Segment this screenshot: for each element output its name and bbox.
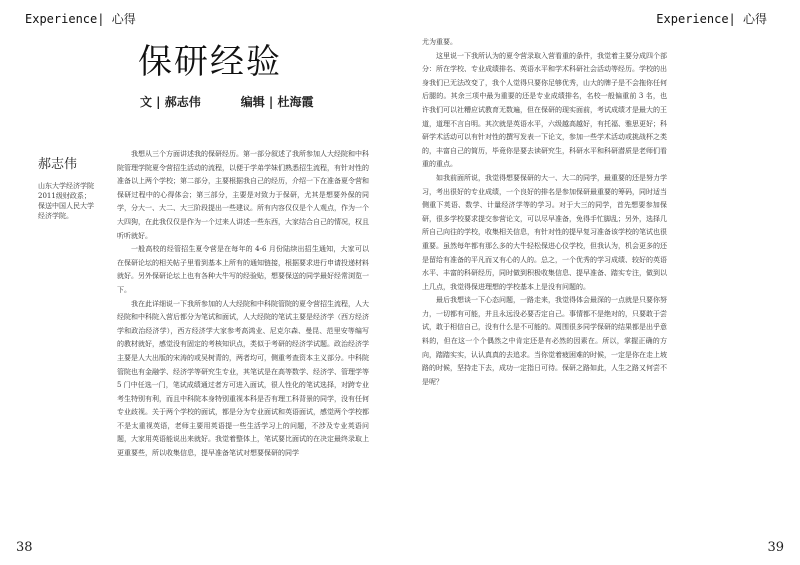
running-header-left: Experience| 心得 [25, 12, 136, 26]
byline [140, 93, 314, 110]
page-number-right: 39 [767, 540, 784, 555]
author-bio: 山东大学经济学院2011级财政系；保送中国人民大学经济学院。 [38, 182, 94, 220]
paragraph: 我在此详细说一下我所参加的人大经院和中科院管院的夏令营招生流程，人大经院和中科院入营后都分为笔试和面试，人大经院的笔试主要是经济学（西方经济学和政治经济学），西方经济学大家参考高鸿业、尼克尔森、曼昆、范里安等编写的教材就好，感觉没有固定的考核知识点，类似于考研的经济学试题。政治经济学主要是人大出版的宋涛的或吴树青的，两者均可，侧重考查资本主义部分。中科院管院也有金融学、经济学等研究生专业，其笔试是在高等数学、经济学、管理学等 5 门中任选一门，笔试成绩通过者方可进入面试，很人性化的笔试选择，对跨专业考生特别有利，而且中科院本身特别重视本科是否有理工科背景的同学，没有任何专业歧视。关于两个学校的面试，都是分为专业面试和英语面试，感觉两个学校都不是太重视英语，老师主要用英语提一些生活学习上的问题，不涉及专业英语问题，大家用英语能说出来就好。我觉着整体上，笔试要比面试的在决定最终录取上更重要些，所以收集信息，提早准备笔试对想要保研的同学 [117, 299, 369, 458]
author-name: 郝志伟 [38, 157, 78, 172]
paragraph: 我想从三个方面讲述我的保研经历。第一部分叙述了我所参加人大经院和中科院管理学院夏令营招生活动的流程，以便于学弟学妹们熟悉招生流程，有针对性的准备以上两个学校；第二部分，主要根据我自己的经历，介绍一下在准备夏令营和保研过程中的心得体会；第三部分，主要是对致力于保研，尤其是想要外保的同学，分大一、大二、大三阶段提出一些建议。所有内容仅仅是个人观点，作为一个大四狗，在此我仅仅是作为一个过来人讲述一些东西，大家结合自己的情况，权且听听就好。 [117, 150, 369, 240]
paragraph: 一般高校的经管招生夏令营是在每年的 4-6 月份陆续出招生通知，大家可以在保研论坛的相关帖子里看到基本上所有的通知链接，根据要求进行申请投递材料就好。另外保研论坛上也有各种大牛写的经验贴，想要保送的同学最好经常浏览一下。 [117, 245, 369, 294]
running-header-right: Experience| 心得 [656, 12, 767, 26]
paragraph: 最后我想谈一下心态问题，一路走来，我觉得体会最深的一点就是只要你努力，一切都有可能，并且永远没必要否定自己。事情都不是绝对的，只要敢于尝试，敢于相信自己，没有什么是不可能的。周围很多同学保研的结果都是出乎意料的，但在这一个个偶然之中肯定还是有必然的因素在。所以，掌握正确的方向，踏踏实实，认认真真的去追求。当你觉着疲困难的时候，一定是你在走上坡路的时候，坚持走下去，成功一定指日可待。保研之路如此，人生之路又何尝不是呢？ [422, 296, 667, 386]
paragraph: 这里说一下我所认为的夏令营录取入营看重的条件，我觉着主要分成四个部分：所在学校、专业成绩排名、英语水平和学术科研社会活动等经历。学校的出身我们已无法改变了，我个人觉得只要你足够优秀，山大的牌子是不会拖你任何后腿的。其余三项中最为重要的还是专业成绩排名，名校一般偏重前 3 名，也许我们可以社糟应试教育无数遍，但在保研的现实面前，考试成绩才是最大的王道，道理不言自明。其次就是英语水平，六级越高越好，有托福、雅思更好；科研学术活动可以有针对性的撰写发表一下论文，参加一些学术活动或挑战杯之类的，丰富自己的简历，毕竟你是要去读研究生，科研水平和科研潜质是老师们看重的重点。 [422, 51, 667, 169]
page-number-left: 38 [16, 540, 33, 555]
author-credit: 文 | 郝志伟 [140, 95, 201, 109]
article-title: 保研经验 [138, 42, 282, 82]
paragraph: 尤为重要。 [422, 38, 457, 46]
editor-credit: 编辑 | 杜海霞 [240, 95, 314, 109]
paragraph: 如我前面所说，我觉得想要保研的大一、大二的同学，最重要的还是努力学习，考出很好的专业成绩，一个良好的排名是参加保研最重要的筹码，同时适当侧重下英语、数学、计量经济学等的学习。对于大三的同学，首先想要参加保研，很多学校要求提交参营论文，可以尽早准备，免得手忙脚乱；另外，选择几所自己向往的学校，收集相关信息，有针对性的提早复习准备该学校的笔试也很重要。虽然每年都有那么多的大牛轻松保进心仪学校，但我认为，机会更多的还是留给有准备的平凡而又有心的人的。总之，一个优秀的学习成绩、较好的英语水平、丰富的科研经历，同时做到积极收集信息、提早准备、踏实专注，做到以上几点，我觉得保进理想的学校基本上是没有问题的。 [422, 173, 667, 291]
article-column-right [422, 36, 667, 389]
article-column-left [117, 148, 369, 461]
